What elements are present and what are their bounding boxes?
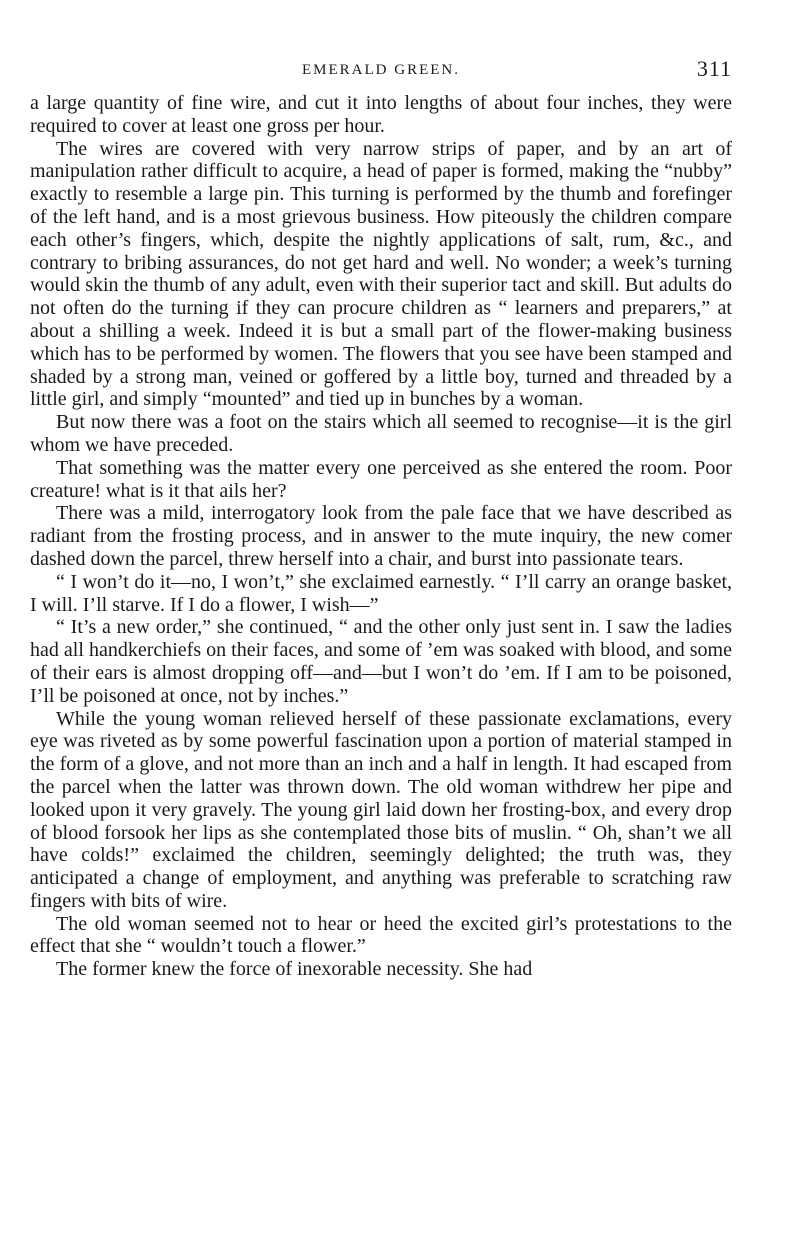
paragraph: The old woman seemed not to hear or heed the excited girl’s protestations to the effect that she “ wouldn’t touch a flower.”	[30, 912, 732, 958]
running-head	[30, 52, 732, 92]
running-title: EMERALD GREEN.	[302, 62, 460, 78]
body-text	[30, 92, 732, 981]
paragraph: While the young woman relieved herself of these passionate exclamations, every eye was riveted as by some powerful fascination upon a portion of material stamped in the form of a glove, and not more than an inch and a half in length. It had escaped from the parcel when the latter was thrown down. The old woman withdrew her pipe and looked upon it very gravely. The young girl laid down her frosting-box, and every drop of blood forsook her lips as she contemplated those bits of muslin. “ Oh, shan’t we all have colds!” exclaimed the children, seemingly delighted; the truth was, they anticipated a change of employment, and anything was preferable to scratching raw fingers with bits of wire.	[30, 707, 732, 912]
paragraph: There was a mild, interrogatory look from the pale face that we have described as radiant from the frosting process, and in answer to the mute inquiry, the new comer dashed down the parcel, threw herself into a chair, and burst into passionate tears.	[30, 502, 732, 570]
paragraph-continuation: a large quantity of fine wire, and cut it into lengths of about four inches, they were required to cover at least one gross per hour.	[30, 92, 732, 137]
paragraph: But now there was a foot on the stairs which all seemed to recognise—it is the girl whom we have preceded.	[30, 411, 732, 456]
book-page	[30, 52, 732, 981]
paragraph: That something was the matter every one perceived as she entered the room. Poor creature! what is it that ails her?	[30, 456, 732, 502]
paragraph: The former knew the force of inexorable necessity. She had	[56, 958, 533, 981]
paragraph: “ It’s a new order,” she continued, “ and the other only just sent in. I saw the ladies had all handkerchiefs on their faces, and some of ’em was soaked with blood, and some of their ears is almost dropping off—and—but I won’t do ’em. If I am to be poisoned, I’ll be poisoned at once, not by inches.”	[30, 616, 732, 707]
paragraph: The wires are covered with very narrow strips of paper, and by an art of manipulation rather difficult to acquire, a head of paper is formed, making the “nubby” exactly to resemble a large pin. This turning is performed by the thumb and forefinger of the left hand, and is a most grievous business. How piteously the children compare each other’s fingers, which, despite the nightly applications of salt, rum, &c., and contrary to bribing assurances, do not get hard and well. No wonder; a week’s turning would skin the thumb of any adult, even with their superior tact and skill. But adults do not often do the turning if they can procure children as “ learners and preparers,” at about a shilling a week. Indeed it is but a small part of the flower-making business which has to be performed by women. The flowers that you see have been stamped and shaded by a strong man, veined or goffered by a little boy, turned and threaded by a little girl, and simply “mounted” and tied up in bunches by a woman.	[30, 137, 732, 411]
page-number: 311	[696, 56, 732, 81]
paragraph: “ I won’t do it—no, I won’t,” she exclaimed earnestly. “ I’ll carry an orange basket, I will. I’ll starve. If I do a flower, I wish—”	[30, 570, 732, 616]
